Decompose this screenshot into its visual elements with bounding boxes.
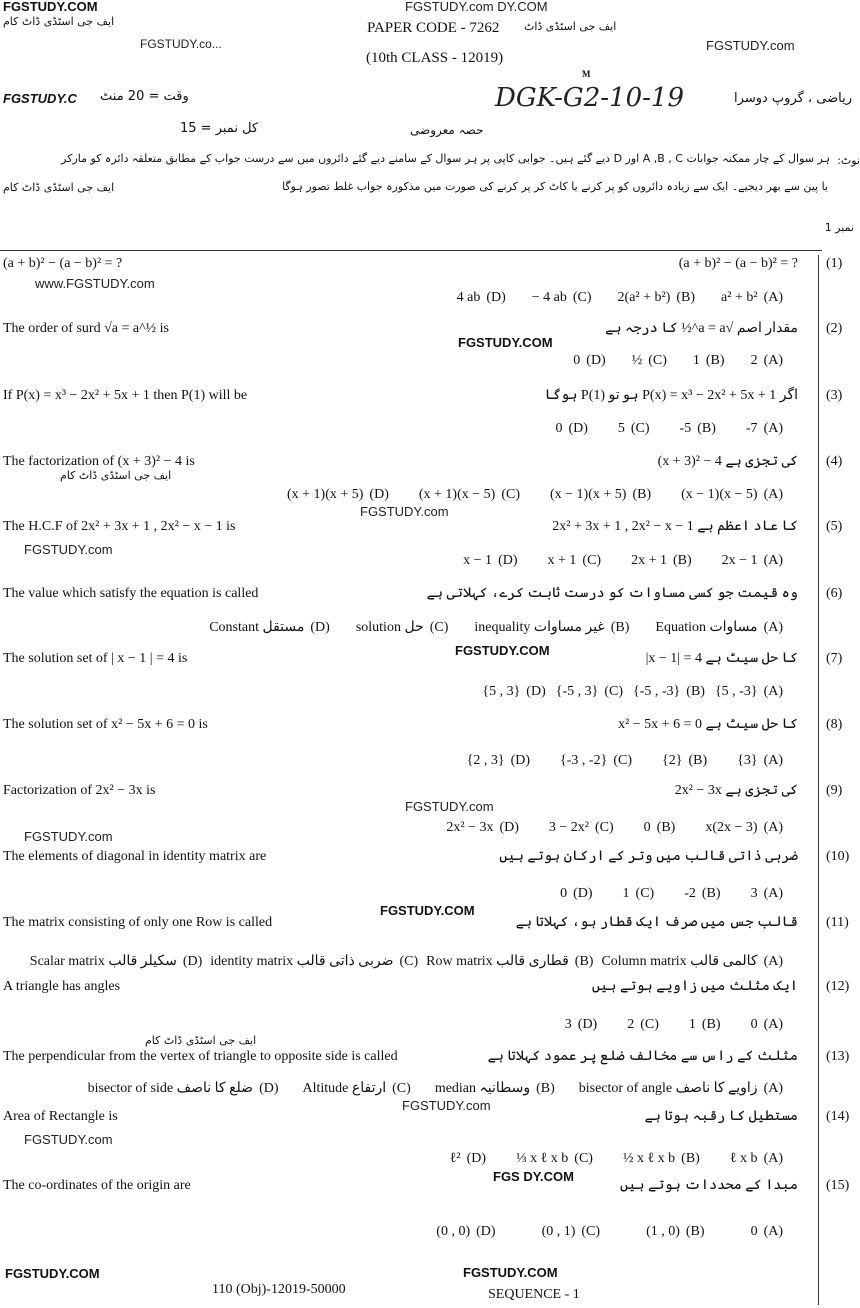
option-letter: (A) [763,421,783,436]
option-letter: (D) [510,753,531,768]
subject-title: ریاضی ، گروپ دوسرا [734,91,852,106]
question-text-english: Area of Rectangle is [3,1109,118,1124]
option-value: 3 [564,1017,572,1032]
option-letter: (C) [594,820,614,835]
option-letter: (D) [369,487,389,502]
option-value: (x + 1)(x − 5) [418,487,496,502]
sequence-label: SEQUENCE - 1 [488,1287,580,1302]
watermark-text: ایف جی اسٹڈی ڈاٹ کام [60,469,172,482]
option-letter: (C) [613,753,632,768]
option-letter: (A) [763,487,783,502]
option-letter: (D) [573,886,593,901]
question-text-urdu: ایک مثلث میں زاویے ہوتے ہیں [591,979,798,994]
option-value: 0 [750,1224,758,1239]
option-value: {2 , 3} [466,753,505,768]
option-c[interactable] [623,886,655,902]
option-value: (0 , 0) [436,1224,471,1239]
option-value: 2x² − 3x [446,820,494,835]
options-row [457,290,783,306]
options-row [555,421,783,437]
options-row [467,753,783,769]
option-a[interactable] [705,820,783,836]
option-value: ℓ² [449,1151,461,1166]
option-value: 5 [617,421,625,436]
question-text-english: The matrix consisting of only one Row is called [3,915,273,930]
option-letter: (B) [701,1017,721,1032]
option-letter: (D) [182,954,203,969]
paper-code: PAPER CODE - 7262 [367,20,500,36]
option-d[interactable] [560,886,592,902]
option-letter: (B) [632,487,652,502]
option-c[interactable] [627,1017,659,1033]
option-a[interactable] [655,620,783,636]
option-letter: (D) [310,620,330,635]
option-letter: (B) [681,1151,700,1166]
option-value: (0 , 1) [541,1224,576,1239]
option-letter: (C) [501,487,520,502]
option-value: 2(a² + b²) [617,290,671,305]
option-a[interactable] [730,1151,783,1167]
option-value: (x − 1)(x + 5) [549,487,627,502]
option-letter: (D) [486,290,506,305]
option-d[interactable] [30,954,203,970]
option-b[interactable] [662,753,707,769]
option-b[interactable] [631,553,692,569]
option-b[interactable] [644,820,676,836]
question-number: (5) [826,519,843,534]
option-a[interactable] [751,353,783,369]
option-letter: (D) [568,421,588,436]
watermark-text: FGSTUDY.com [360,504,449,519]
options-row [565,1017,783,1033]
option-value: ℓ x b [729,1151,758,1166]
urdu-site-label: ایف جی اسٹڈی ڈاٹ [524,20,617,33]
option-value: bisector of side ضلع کا ناصف [87,1081,254,1096]
option-a[interactable] [751,1017,783,1033]
option-b[interactable] [435,1081,555,1097]
question-text-english: The H.C.F of 2x² + 3x + 1 , 2x² − x − 1 is [3,519,236,534]
question-text-urdu: مبدا کے محددات ہوتے ہیں [619,1178,798,1193]
watermark-text: FGSTUDY.com [24,1132,113,1147]
option-a[interactable] [737,753,783,769]
option-b[interactable] [474,620,629,636]
option-d[interactable] [467,753,530,769]
option-value: {2} [661,753,683,768]
option-value: 1 [688,1017,696,1032]
option-letter: (D) [498,553,518,568]
question-text-urdu: ضربی ذاتی قالب میں وتر کے ارکان ہوتے ہیں [499,849,798,864]
option-b[interactable] [550,487,651,503]
option-letter: (D) [499,820,519,835]
options-row [573,353,783,369]
watermark-text: FGSTUDY.COM [380,903,475,918]
total-marks: کل نمبر = 15 [180,121,259,136]
option-letter: (B) [685,1224,705,1239]
option-b[interactable] [618,290,696,306]
option-a[interactable] [751,1224,783,1240]
option-value: Scalar matrix سکیلر قالب [29,954,177,969]
option-value: {-5 , 3} [555,684,599,699]
instructions-line-1: ہر سوال کے چار ممکنہ جوابات A ,B , C اور D دیے گئے ہیں۔ جوابی کاپی پر ہر سوال کے سامنے دیے گئے دائروں میں سے درست جواب کے مطابق متعلقہ دائرہ کو مارکر [61,152,830,165]
watermark-text: FGSTUDY.com [24,829,113,844]
question-number: (11) [826,915,849,930]
option-value: ½ [631,353,643,368]
question-text-urdu: اگر P(x) = x³ − 2x² + 5x + 1 ہو تو P(1) ہوگا [544,388,798,403]
option-d[interactable] [450,1151,486,1167]
option-b[interactable] [684,886,720,902]
option-letter: (C) [630,421,650,436]
question-text-urdu: x² − 5x + 6 = 0 کا حل سیٹ ہے [618,717,798,732]
option-value: x(2x − 3) [705,820,758,835]
option-c[interactable] [516,1151,593,1167]
option-value: -7 [745,421,758,436]
option-letter: (B) [610,620,630,635]
option-letter: (A) [763,1224,783,1239]
option-value: -5 [679,421,692,436]
option-letter: (B) [656,820,676,835]
option-a[interactable] [601,954,783,970]
watermark-text: www.FGSTUDY.com [35,276,155,291]
option-value: − 4 ab [531,290,567,305]
option-value: {3} [737,753,758,768]
option-value: 0 [560,886,568,901]
option-letter: (B) [574,954,594,969]
option-letter: (A) [763,353,783,368]
paper-serial: 110 (Obj)-12019-50000 [212,1282,346,1297]
watermark-text: FGS DY.COM [493,1169,574,1184]
option-value: 4 ab [456,290,481,305]
option-letter: (A) [763,553,783,568]
option-letter: (A) [763,620,783,635]
question-text-english: The value which satisfy the equation is called [3,586,259,601]
option-value: 2x − 1 [721,553,758,568]
question-text-urdu: مثلث کے راس سے مخالف ضلع پر عمود کہلاتا ہے [487,1049,798,1064]
option-b[interactable] [689,1017,721,1033]
option-c[interactable] [618,421,650,437]
option-value: Row matrix قطاری قالب [426,954,569,969]
option-value: inequality غیر مساوات [474,620,605,635]
option-value: 0 [750,1017,758,1032]
option-value: ⅓ x ℓ x b [516,1151,569,1166]
option-a[interactable] [681,487,783,503]
question-number: (6) [826,586,843,601]
watermark-text: FGSTUDY.com DY.COM [405,0,548,14]
option-c[interactable] [532,290,592,306]
option-value: 0 [573,353,581,368]
options-row [463,553,783,569]
options-row [450,1151,783,1167]
option-value: 3 − 2x² [548,820,589,835]
question-text-english: (a + b)² − (a − b)² = ? [3,256,123,271]
option-d[interactable] [209,620,330,636]
options-row [436,1224,783,1240]
option-value: 0 [555,421,563,436]
question-number: (3) [826,388,843,403]
option-letter: (B) [686,684,705,699]
watermark-text: FGSTUDY.COM [463,1265,558,1280]
option-letter: (A) [763,684,783,699]
watermark-text: ایف جی اسٹڈی ڈاٹ کام [145,1034,257,1047]
option-d[interactable] [555,421,587,437]
option-letter: (A) [763,954,783,969]
watermark-text: FGSTUDY.COM [455,643,550,658]
watermark-text: FGSTUDY.C [3,91,77,106]
question-text-urdu: قالب جس میں صرف ایک قطار ہو، کہلاتا ہے [515,915,798,930]
option-c[interactable] [210,954,418,970]
option-value: (x − 1)(x − 5) [681,487,758,502]
option-value: (x + 1)(x + 5) [286,487,364,502]
urdu-site-label: ایف جی اسٹڈی ڈاٹ کام [3,181,115,194]
option-a[interactable] [722,553,783,569]
watermark-text: FGSTUDY.co... [140,37,222,51]
option-letter: (B) [536,1081,555,1096]
option-letter: (A) [763,1081,783,1096]
options-row [30,954,783,970]
watermark-text: FGSTUDY.com [706,38,795,53]
option-letter: (C) [581,1224,601,1239]
option-c[interactable] [556,684,623,700]
option-letter: (A) [763,753,783,768]
question-number: (14) [826,1109,850,1124]
urdu-site-label: ایف جی اسٹڈی ڈاٹ کام [3,15,115,28]
header-divider [0,250,822,251]
question-number: (10) [826,849,850,864]
option-d[interactable] [287,487,389,503]
option-d[interactable] [457,290,506,306]
option-value: a² + b² [721,290,758,305]
option-a[interactable] [721,290,783,306]
option-letter: (D) [259,1081,279,1096]
option-a[interactable] [746,421,783,437]
question-number: (13) [826,1049,850,1064]
option-value: Equation مساوات [655,620,758,635]
question-number: (9) [826,783,843,798]
option-letter: (D) [586,353,606,368]
question-number: (4) [826,454,843,469]
option-letter: (A) [763,886,783,901]
option-letter: (A) [763,290,783,305]
option-c[interactable] [303,1081,411,1097]
question-text-english: If P(x) = x³ − 2x² + 5x + 1 then P(1) will be [3,388,248,403]
instructions-line-2: یا پین سے بھر دیجیے۔ ایک سے زیادہ دائروں کو پر کرنے یا کاٹ کر پر کرنے کی صورت میں مذکورہ جواب غلط تصور ہوگا [282,180,828,193]
option-value: 0 [643,820,651,835]
option-letter: (C) [640,1017,659,1032]
options-row [88,1081,783,1097]
option-letter: (D) [526,684,546,699]
option-c[interactable] [548,553,602,569]
option-letter: (A) [763,820,783,835]
options-row [446,820,783,836]
question-text-urdu: 2x² − 3x کی تجزی ہے [674,783,798,798]
number-column-divider [818,255,819,1305]
class-line: (10th CLASS - 12019) [366,50,504,66]
watermark-text: FGSTUDY.com [24,542,113,557]
option-value: 2 [750,353,758,368]
question-text-english: The perpendicular from the vertex of triangle to opposite side is called [3,1049,398,1064]
option-b[interactable] [693,353,725,369]
option-b[interactable] [623,1151,700,1167]
question-text-urdu: (x + 3)² − 4 کی تجزی ہے [657,454,798,469]
option-a[interactable] [751,886,783,902]
options-row [560,886,783,902]
question-text-english: A triangle has angles [3,979,121,994]
option-value: (1 , 0) [646,1224,680,1239]
question-text-urdu: مقدار اصم √a = a^½ کا درجہ ہے [605,321,798,336]
option-letter: (C) [604,684,624,699]
option-value: -2 [684,886,696,901]
option-letter: (D) [476,1224,496,1239]
watermark-text: FGSTUDY.com [402,1098,491,1113]
handwritten-mark: M [582,69,591,79]
question-text-english: The solution set of x² − 5x + 6 = 0 is [3,717,208,732]
option-letter: (C) [572,290,592,305]
option-d[interactable] [463,553,517,569]
question-number: (2) [826,321,843,336]
option-value: Column matrix کالمی قالب [601,954,758,969]
option-letter: (B) [672,553,692,568]
question-number: (7) [826,651,843,666]
options-row [482,684,783,700]
option-value: ½ x ℓ x b [622,1151,676,1166]
question-text-urdu: وہ قیمت جو کسی مساوات کو درست ثابت کرے، کہلاتی ہے [426,586,798,601]
option-letter: (C) [399,954,419,969]
time-allowed: وقت = 20 منٹ [100,89,189,104]
option-letter: (A) [763,1017,783,1032]
question-text-english: Factorization of 2x² − 3x is [3,783,156,798]
watermark-text: FGSTUDY.com [405,799,494,814]
section-title: حصہ معروضی [410,123,484,137]
options-row [287,487,783,503]
option-c[interactable] [632,353,667,369]
option-value: bisector of angle زاویے کا ناصف [578,1081,758,1096]
question-number: (15) [826,1178,850,1193]
option-letter: (B) [697,421,716,436]
option-letter: (D) [466,1151,487,1166]
question-text-english: The co-ordinates of the origin are [3,1178,191,1193]
option-b[interactable] [633,684,705,700]
option-d[interactable] [573,353,605,369]
note-label: نوٹ: [837,154,860,167]
option-d[interactable] [482,684,545,700]
option-value: Altitude ارتفاع [302,1081,387,1096]
question-text-english: The solution set of | x − 1 | = 4 is [3,651,188,666]
option-value: {-3 , -2} [560,753,608,768]
option-letter: (C) [574,1151,593,1166]
option-value: 2 [627,1017,635,1032]
option-c[interactable] [419,487,520,503]
option-value: 1 [692,353,700,368]
option-c[interactable] [542,1224,601,1240]
option-c[interactable] [356,620,449,636]
option-a[interactable] [579,1081,783,1097]
option-value: Constant مستقل [209,620,305,635]
option-letter: (C) [648,353,667,368]
question-number-label: نمبر 1 [824,221,854,234]
option-letter: (B) [705,353,725,368]
question-text-urdu: (a + b)² − (a − b)² = ? [678,256,798,271]
option-c[interactable] [560,753,632,769]
watermark-text: FGSTUDY.COM [458,335,553,350]
option-value: {5 , 3} [482,684,521,699]
option-letter: (D) [577,1017,598,1032]
options-row [209,620,783,636]
question-text-urdu: مستطیل کا رقبہ ہوتا ہے [644,1109,798,1124]
question-number: (8) [826,717,843,732]
question-text-english: The elements of diagonal in identity matrix are [3,849,267,864]
watermark-text: FGSTUDY.COM [5,1266,100,1281]
option-letter: (C) [635,886,655,901]
option-d[interactable] [565,1017,597,1033]
handwritten-code: DGK-G2-10-19 [495,83,684,113]
option-value: 1 [622,886,630,901]
option-d[interactable] [446,820,519,836]
question-text-english: The factorization of (x + 3)² − 4 is [3,454,195,469]
option-letter: (C) [582,553,602,568]
question-text-urdu: |x − 1| = 4 کا حل سیٹ ہے [645,651,798,666]
question-text-urdu: 2x² + 3x + 1 , 2x² − x − 1 کا عاد اعظم ہے [552,519,798,534]
option-letter: (C) [392,1081,411,1096]
option-value: x + 1 [547,553,577,568]
option-a[interactable] [715,684,783,700]
option-value: {-5 , -3} [633,684,681,699]
option-value: 3 [750,886,758,901]
option-d[interactable] [88,1081,279,1097]
option-value: identity matrix ضربی ذاتی قالب [210,954,394,969]
option-value: {5 , -3} [714,684,758,699]
option-value: median وسطانیہ [434,1081,531,1096]
option-letter: (C) [429,620,449,635]
option-b[interactable] [646,1224,705,1240]
watermark-text: FGSTUDY.COM [3,0,98,14]
option-letter: (A) [763,1151,783,1166]
option-value: 2x + 1 [631,553,667,568]
question-number: (1) [826,256,843,271]
option-c[interactable] [549,820,614,836]
option-letter: (B) [676,290,696,305]
option-b[interactable] [680,421,716,437]
option-value: solution حل [355,620,424,635]
option-letter: (B) [688,753,708,768]
option-b[interactable] [426,954,593,970]
option-d[interactable] [436,1224,495,1240]
question-text-english: The order of surd √a = a^½ is [3,321,169,336]
option-letter: (B) [701,886,721,901]
question-number: (12) [826,979,850,994]
option-value: x − 1 [463,553,493,568]
